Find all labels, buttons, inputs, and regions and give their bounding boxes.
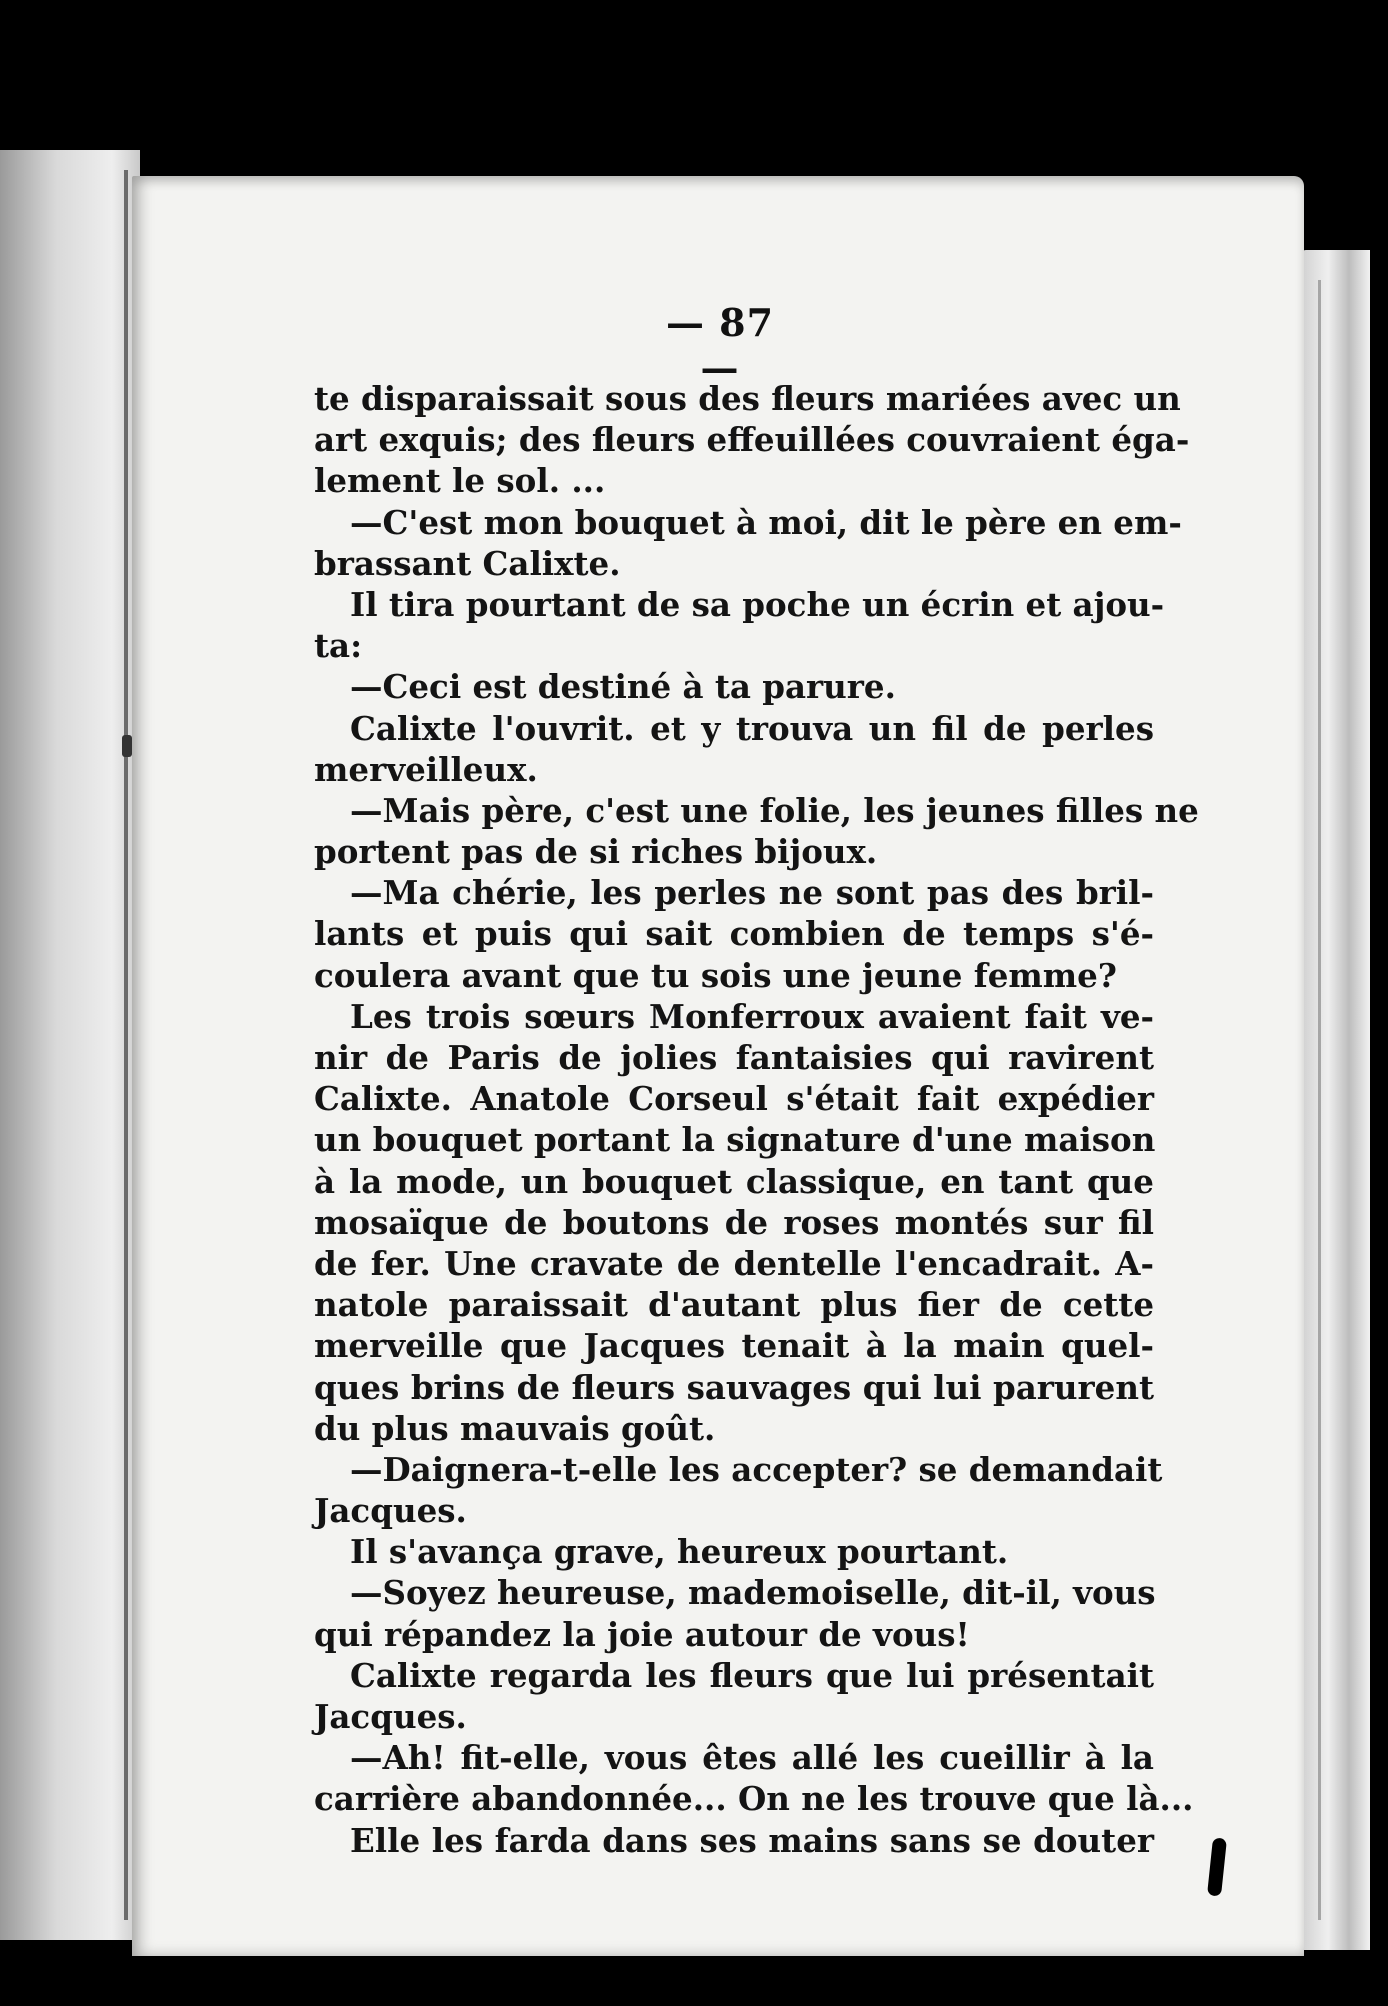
text-line: brassant Calixte. bbox=[314, 543, 621, 583]
text-line: —Ah! fit-elle, vous êtes allé les cueillir à la bbox=[350, 1738, 1154, 1778]
text-line: merveille que Jacques tenait à la main quel- bbox=[314, 1326, 1154, 1366]
text-line: Calixte regarda les fleurs que lui présentait bbox=[350, 1655, 1154, 1695]
text-line: ques brins de fleurs sauvages qui lui parurent bbox=[314, 1367, 1154, 1407]
text-line: art exquis; des fleurs effeuillées couvraient éga- bbox=[314, 420, 1190, 460]
text-line: lants et puis qui sait combien de temps s'é- bbox=[314, 914, 1154, 954]
text-line: —Daignera-t-elle les accepter? se demandait bbox=[350, 1449, 1163, 1489]
text-line: ta: bbox=[314, 626, 363, 666]
text-line: Les trois sœurs Monferroux avaient fait ve- bbox=[350, 996, 1154, 1036]
text-line: —Soyez heureuse, mademoiselle, dit-il, vous bbox=[350, 1573, 1156, 1613]
text-line: mosaïque de boutons de roses montés sur fil bbox=[314, 1202, 1154, 1242]
text-line: —Ceci est destiné à ta parure. bbox=[350, 667, 896, 707]
text-line: lement le sol. ... bbox=[314, 461, 606, 501]
facing-page-edge bbox=[0, 150, 140, 1940]
text-line: merveilleux. bbox=[314, 749, 538, 789]
text-line: coulera avant que tu sois une jeune femme? bbox=[314, 955, 1117, 995]
text-line: portent pas de si riches bijoux. bbox=[314, 832, 878, 872]
text-line: Jacques. bbox=[314, 1491, 467, 1531]
text-line: Calixte l'ouvrit. et y trouva un fil de perles bbox=[350, 708, 1154, 748]
body-text bbox=[314, 378, 1199, 1861]
text-line: Jacques. bbox=[314, 1697, 467, 1736]
text-line: —C'est mon bouquet à moi, dit le père en em- bbox=[350, 502, 1182, 542]
text-line: nir de Paris de jolies fantaisies qui ravirent bbox=[314, 1038, 1154, 1077]
text-line: de fer. Une cravate de dentelle l'encadrait. A- bbox=[314, 1243, 1154, 1283]
text-line: Il tira pourtant de sa poche un écrin et ajou- bbox=[350, 584, 1165, 624]
text-line: carrière abandonnée... On ne les trouve que là... bbox=[314, 1779, 1194, 1819]
text-line: Il s'avança grave, heureux pourtant. bbox=[350, 1532, 1009, 1572]
text-line: natole paraissait d'autant plus fier de cette bbox=[314, 1285, 1154, 1325]
text-line: —Mais père, c'est une folie, les jeunes filles ne bbox=[350, 790, 1199, 830]
text-line: un bouquet portant la signature d'une maison bbox=[314, 1120, 1156, 1160]
facing-page-shadow bbox=[124, 170, 128, 1920]
text-line: te disparaissait sous des fleurs mariées avec un bbox=[314, 379, 1181, 418]
text-line: à la mode, un bouquet classique, en tant que bbox=[314, 1161, 1154, 1201]
text-line: —Ma chérie, les perles ne sont pas des bril- bbox=[350, 873, 1154, 913]
page-stack-edge bbox=[1300, 250, 1370, 1950]
page-stack-shadow bbox=[1318, 280, 1321, 1920]
text-line: qui répandez la joie autour de vous! bbox=[314, 1614, 970, 1654]
binding-mark bbox=[122, 735, 132, 757]
text-line: Elle les farda dans ses mains sans se douter bbox=[350, 1820, 1154, 1860]
text-line: Calixte. Anatole Corseul s'était fait expédier bbox=[314, 1079, 1154, 1119]
text-line: du plus mauvais goût. bbox=[314, 1408, 716, 1448]
page-number: — 87 — bbox=[665, 300, 775, 390]
